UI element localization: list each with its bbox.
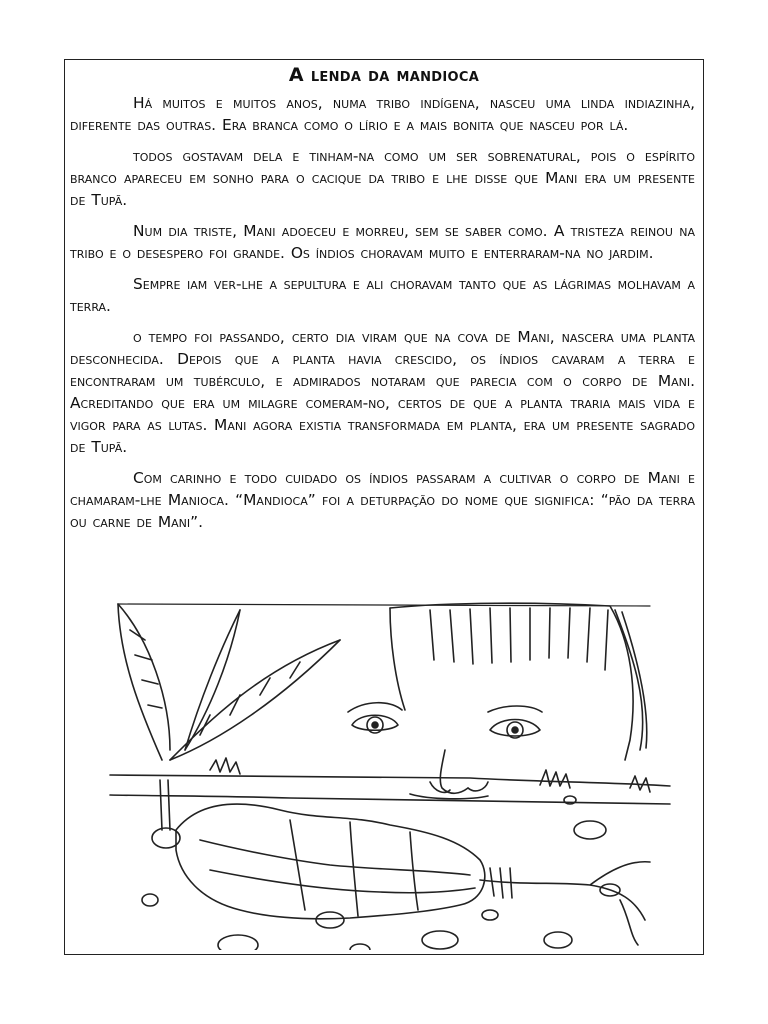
leaves-drawing	[118, 604, 340, 760]
paragraph-4: Sempre iam ver-lhe a sepultura e ali choravam tanto que as lágrimas molhavam a terra.	[70, 275, 695, 315]
paragraph-1: Há muitos e muitos anos, numa tribo indígena, nasceu uma linda indiazinha, diferente das outras. Era branca como o lírio e a mais bonita que nasceu por lá.	[70, 94, 695, 134]
pebbles-drawing	[142, 796, 620, 950]
ground-drawing	[110, 758, 670, 804]
paragraph-2: todos gostavam dela e tinham-na como um ser sobrenatural, pois o espírito branco apareceu em sonho para o cacique da tribo e lhe disse que Mani era um presente de Tupã.	[70, 147, 695, 209]
paragraph-6: Com carinho e todo cuidado os índios passaram a cultivar o corpo de Mani e chamaram-lhe Manioca. “Mandioca” foi a deturpação do nome que significa: “pão da terra ou carne de Mani”.	[70, 469, 695, 531]
face-drawing	[348, 703, 542, 799]
paragraph-3: Num dia triste, Mani adoeceu e morreu, sem se saber como. A tristeza reinou na tribo e o desespero foi grande. Os índios choravam muito e enterraram-na no jardim.	[70, 222, 695, 262]
cassava-illustration	[90, 600, 680, 950]
story-text	[70, 92, 695, 542]
page-frame	[64, 59, 704, 955]
page-title: A lenda da mandioca	[288, 64, 480, 86]
paragraph-5: o tempo foi passando, certo dia viram que na cova de Mani, nascera uma planta desconhecida. Depois que a planta havia crescido, os índios cavaram a terra e encontraram um tubérculo, e admirados notaram que parecia com o corpo de Mani. Acreditando que era um milagre comeram-no, certos de que a planta traria mais vida e vigor para as lutas. Mani agora existia transformada em planta, era um presente sagrado de Tupã.	[70, 328, 695, 456]
cassava-root-drawing	[152, 780, 650, 945]
